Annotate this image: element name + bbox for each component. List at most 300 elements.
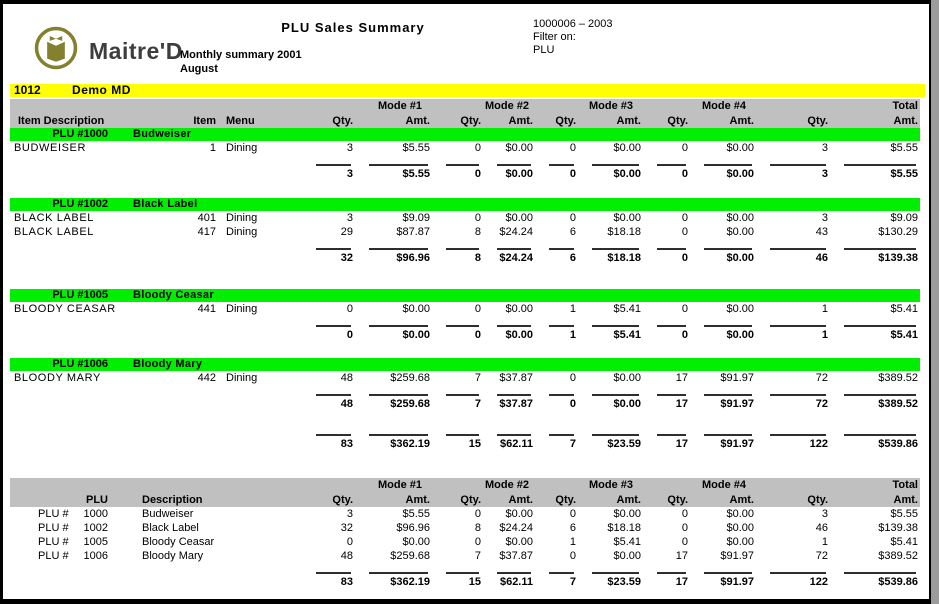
value-cell: $5.55 — [402, 508, 430, 520]
subtotal-cell: $5.55 — [402, 168, 430, 180]
plu-prefix: PLU # — [38, 508, 69, 520]
value-cell: $0.00 — [726, 508, 754, 520]
subtotal-row — [10, 397, 920, 411]
spacer-cell — [10, 342, 920, 358]
spacer-row — [10, 342, 920, 358]
spacer-row — [10, 265, 920, 289]
detail-row — [10, 141, 920, 155]
rule-cell — [643, 563, 690, 575]
plu-number: 1005 — [83, 536, 108, 548]
plu-cell — [10, 521, 110, 535]
value-cell: $18.18 — [607, 522, 641, 534]
value-cell: $96.96 — [396, 522, 430, 534]
summary-total-row — [10, 575, 920, 589]
subtotal-cell: 3 — [346, 168, 353, 180]
rule-cell — [830, 425, 920, 437]
col-item: Item — [168, 113, 218, 128]
subtotal-cell: 0 — [569, 168, 576, 180]
description-cell: Black Label — [142, 522, 199, 534]
value-cell: 0 — [681, 142, 688, 154]
value-cell: 0 — [681, 536, 688, 548]
value-cell: $0.00 — [613, 372, 641, 384]
subtotal-cell: 0 — [681, 168, 688, 180]
summary-row — [10, 535, 920, 549]
blank-cell — [535, 99, 578, 113]
rule-cell — [830, 385, 920, 397]
report-period-line2: August — [180, 63, 218, 75]
plu-number-label: PLU #1005 — [52, 289, 108, 301]
col-qty: Qty. — [756, 113, 830, 128]
rule-cell — [756, 385, 830, 397]
subtotal-cell: 0 — [474, 168, 481, 180]
rule-cell — [535, 316, 578, 328]
col-qty: Qty. — [432, 492, 483, 507]
maitred-logo-icon — [33, 25, 79, 71]
value-cell: 0 — [346, 536, 353, 548]
summary-row — [10, 549, 920, 563]
summary-total-cell: 122 — [809, 576, 828, 588]
rule-cell — [578, 385, 643, 397]
summary-total-cell: 7 — [569, 576, 576, 588]
rule-cell — [302, 563, 355, 575]
plu-section-bar — [10, 358, 920, 371]
subtotal-cell: 0 — [681, 329, 688, 341]
grand-total-row — [10, 437, 920, 451]
value-cell: 1 — [821, 536, 828, 548]
col-qty: Qty. — [643, 113, 690, 128]
detail-row — [10, 371, 920, 385]
subtotal-cell: $24.24 — [499, 252, 533, 264]
totals-rule-row — [10, 563, 920, 575]
rule-cell — [830, 563, 920, 575]
filter-value: PLU — [533, 44, 555, 56]
subtotal-cell: 8 — [474, 252, 481, 264]
value-cell: 3 — [346, 508, 353, 520]
value-cell: $24.24 — [499, 522, 533, 534]
description-cell: Budweiser — [142, 508, 194, 520]
detail-row — [10, 211, 920, 225]
blank-cell — [10, 425, 302, 437]
value-cell: $5.41 — [890, 536, 918, 548]
value-cell: 0 — [681, 508, 688, 520]
blank-cell — [432, 478, 483, 492]
rule-cell — [643, 155, 690, 167]
rule-cell — [830, 239, 920, 251]
value-cell: 43 — [815, 226, 828, 238]
grand-total-cell: $23.59 — [607, 438, 641, 450]
value-cell: $5.55 — [402, 142, 430, 154]
col-amt: Amt. — [483, 492, 535, 507]
col-qty: Qty. — [432, 113, 483, 128]
blank-cell — [10, 563, 302, 575]
subtotal-cell: 7 — [474, 398, 481, 410]
menu-cell: Dining — [226, 303, 258, 315]
subtotal-cell: 72 — [815, 398, 828, 410]
plu-cell — [10, 549, 110, 563]
totals-rule-row — [10, 385, 920, 397]
blank-cell — [302, 99, 355, 113]
value-cell: $37.87 — [499, 372, 533, 384]
item-description-cell: BUDWEISER — [14, 142, 87, 154]
value-cell: 3 — [821, 508, 828, 520]
rule-cell — [643, 239, 690, 251]
value-cell: 0 — [474, 303, 481, 315]
subtotal-cell: 0 — [474, 329, 481, 341]
grand-total-cell: 83 — [340, 438, 353, 450]
totals-rule-row — [10, 239, 920, 251]
summary-total-cell: $62.11 — [499, 576, 533, 588]
report-period — [180, 48, 302, 76]
spacer-cell — [10, 411, 920, 425]
value-cell: $18.18 — [607, 226, 641, 238]
brand-name: Maitre'D — [89, 38, 183, 64]
summary-total-cell: $23.59 — [607, 576, 641, 588]
item-description-cell: BLOODY CEASAR — [14, 303, 116, 315]
item-number-cell: 441 — [197, 303, 216, 315]
col-plu: PLU — [10, 492, 110, 507]
totals-rule-row — [10, 155, 920, 167]
col-amt: Amt. — [578, 113, 643, 128]
blank-cell — [302, 478, 355, 492]
detail-row — [10, 302, 920, 316]
item-number-cell: 401 — [197, 212, 216, 224]
value-cell: $0.00 — [402, 303, 430, 315]
value-cell: $91.97 — [720, 372, 754, 384]
plu-cell — [10, 507, 110, 521]
rule-cell — [483, 316, 535, 328]
rule-cell — [302, 239, 355, 251]
rule-cell — [643, 425, 690, 437]
value-cell: $0.00 — [505, 142, 533, 154]
subtotal-cell: 0 — [346, 329, 353, 341]
subtotal-cell: $96.96 — [396, 252, 430, 264]
value-cell: $9.09 — [890, 212, 918, 224]
summary-column-header-row — [10, 492, 920, 507]
value-cell: $0.00 — [726, 226, 754, 238]
plu-number: 1006 — [83, 550, 108, 562]
spacer-row — [10, 411, 920, 425]
rule-cell — [355, 385, 432, 397]
value-cell: $0.00 — [613, 142, 641, 154]
plu-section-cell — [10, 289, 920, 302]
plu-section-bar — [10, 289, 920, 302]
value-cell: 32 — [340, 522, 353, 534]
blank-cell — [10, 437, 302, 451]
subtotal-cell: 48 — [340, 398, 353, 410]
plu-name-label: Black Label — [133, 198, 198, 210]
rule-cell — [535, 155, 578, 167]
summary-total-cell: $91.97 — [720, 576, 754, 588]
item-description-cell: BLOODY MARY — [14, 372, 101, 384]
value-cell: 17 — [675, 372, 688, 384]
item-description-cell: BLACK LABEL — [14, 212, 94, 224]
rule-cell — [483, 563, 535, 575]
rule-cell — [432, 425, 483, 437]
rule-cell — [302, 385, 355, 397]
blank-cell — [756, 99, 830, 113]
col-qty: Qty. — [756, 492, 830, 507]
value-cell: $0.00 — [726, 536, 754, 548]
rule-cell — [830, 155, 920, 167]
value-cell: 0 — [681, 522, 688, 534]
plu-prefix: PLU # — [38, 536, 69, 548]
col-qty: Qty. — [302, 113, 355, 128]
value-cell: 0 — [569, 550, 576, 562]
value-cell: 7 — [474, 550, 481, 562]
plu-section-cell — [10, 128, 920, 141]
plu-number-label: PLU #1006 — [52, 358, 108, 370]
subtotal-cell: $0.00 — [613, 398, 641, 410]
value-cell: $0.00 — [726, 212, 754, 224]
summary-row — [10, 521, 920, 535]
subtotal-cell: 17 — [675, 398, 688, 410]
grand-total-cell: 7 — [569, 438, 576, 450]
rule-cell — [302, 155, 355, 167]
rule-cell — [355, 563, 432, 575]
value-cell: $0.00 — [726, 522, 754, 534]
value-cell: $0.00 — [613, 508, 641, 520]
mode-header-cell: Mode #2 — [483, 99, 535, 113]
value-cell: $0.00 — [505, 303, 533, 315]
rule-cell — [483, 239, 535, 251]
value-cell: $24.24 — [499, 226, 533, 238]
subtotal-cell: $0.00 — [402, 329, 430, 341]
summary-total-cell: $539.86 — [878, 576, 918, 588]
col-amt: Amt. — [483, 113, 535, 128]
col-menu: Menu — [218, 113, 302, 128]
value-cell: $5.55 — [890, 142, 918, 154]
rule-cell — [355, 239, 432, 251]
subtotal-cell: 0 — [681, 252, 688, 264]
totals-rule-row — [10, 425, 920, 437]
subtotal-cell: 32 — [340, 252, 353, 264]
value-cell: $0.00 — [726, 142, 754, 154]
value-cell: $139.38 — [878, 522, 918, 534]
value-cell: 0 — [569, 212, 576, 224]
value-cell: 1 — [569, 536, 576, 548]
col-amt: Amt. — [690, 492, 756, 507]
mode-header-cell: Mode #4 — [690, 478, 756, 492]
subtotal-cell: $91.97 — [720, 398, 754, 410]
blank-cell — [643, 478, 690, 492]
blank-cell — [10, 328, 302, 342]
rule-cell — [355, 155, 432, 167]
blank-cell — [10, 167, 302, 181]
value-cell: 1 — [569, 303, 576, 315]
rule-cell — [690, 316, 756, 328]
subtotal-cell: 0 — [569, 398, 576, 410]
grand-total-cell: $362.19 — [390, 438, 430, 450]
subtotal-cell: $139.38 — [878, 252, 918, 264]
value-cell: $0.00 — [613, 550, 641, 562]
summary-total-cell: 15 — [468, 576, 481, 588]
plu-number-label: PLU #1002 — [52, 198, 108, 210]
rule-cell — [756, 316, 830, 328]
value-cell: $37.87 — [499, 550, 533, 562]
rule-cell — [355, 425, 432, 437]
value-cell: $91.97 — [720, 550, 754, 562]
value-cell: $5.41 — [613, 536, 641, 548]
grand-total-cell: 17 — [675, 438, 688, 450]
rule-cell — [535, 425, 578, 437]
subtotal-cell: $0.00 — [505, 329, 533, 341]
rule-cell — [578, 563, 643, 575]
summary-total-cell: $362.19 — [390, 576, 430, 588]
detail-row — [10, 225, 920, 239]
value-cell: $9.09 — [402, 212, 430, 224]
blank-cell — [432, 99, 483, 113]
mode-header-cell: Mode #4 — [690, 99, 756, 113]
rule-cell — [432, 155, 483, 167]
mode-header-cell: Mode #3 — [578, 478, 643, 492]
rule-cell — [690, 563, 756, 575]
grand-total-cell: $91.97 — [720, 438, 754, 450]
description-cell: Bloody Ceasar — [142, 536, 215, 548]
rule-cell — [535, 385, 578, 397]
value-cell: 0 — [681, 226, 688, 238]
col-qty: Qty. — [535, 492, 578, 507]
subtotal-cell: 6 — [569, 252, 576, 264]
blank-cell — [10, 239, 302, 251]
plu-prefix: PLU # — [38, 550, 69, 562]
value-cell: $259.68 — [390, 550, 430, 562]
item-description-cell: BLACK LABEL — [14, 226, 94, 238]
plu-name-label: Budweiser — [133, 128, 192, 140]
plu-section-bar — [10, 198, 920, 211]
mode-header-cell: Total — [830, 99, 920, 113]
mode-header-cell: Mode #3 — [578, 99, 643, 113]
rule-cell — [535, 563, 578, 575]
mode-header-cell: Mode #1 — [355, 99, 432, 113]
value-cell: $0.00 — [613, 212, 641, 224]
value-cell: $87.87 — [396, 226, 430, 238]
blank-cell — [10, 251, 302, 265]
rule-cell — [578, 239, 643, 251]
rule-cell — [432, 563, 483, 575]
column-header-row — [10, 113, 920, 128]
report-title: PLU Sales Summary — [281, 20, 425, 35]
spacer-cell — [10, 181, 920, 198]
value-cell: 7 — [474, 372, 481, 384]
col-amt: Amt. — [355, 113, 432, 128]
plu-section-cell — [10, 198, 920, 211]
rule-cell — [690, 425, 756, 437]
grand-total-cell: 15 — [468, 438, 481, 450]
summary-row — [10, 507, 920, 521]
blank-cell — [10, 478, 302, 492]
plu-name-label: Bloody Mary — [133, 358, 203, 370]
grand-total-cell: $539.86 — [878, 438, 918, 450]
blank-cell — [756, 478, 830, 492]
value-cell: 48 — [340, 550, 353, 562]
blank-cell — [643, 99, 690, 113]
blank-cell — [10, 316, 302, 328]
subtotal-cell: $5.41 — [890, 329, 918, 341]
value-cell: $0.00 — [402, 536, 430, 548]
rule-cell — [578, 425, 643, 437]
col-qty: Qty. — [302, 492, 355, 507]
subtotal-cell: $0.00 — [505, 168, 533, 180]
col-amt: Amt. — [355, 492, 432, 507]
subtotal-cell: $5.55 — [890, 168, 918, 180]
col-amt: Amt. — [578, 492, 643, 507]
totals-rule-row — [10, 316, 920, 328]
col-qty: Qty. — [643, 492, 690, 507]
value-cell: $0.00 — [505, 508, 533, 520]
subtotal-row — [10, 167, 920, 181]
plu-number-label: PLU #1000 — [52, 128, 108, 140]
rule-cell — [535, 239, 578, 251]
summary-total-cell: 17 — [675, 576, 688, 588]
item-number-cell: 1 — [209, 142, 216, 154]
value-cell: 48 — [340, 372, 353, 384]
value-cell: 3 — [346, 142, 353, 154]
value-cell: $389.52 — [878, 550, 918, 562]
menu-cell: Dining — [226, 226, 258, 238]
mode-header-cell: Total — [830, 478, 920, 492]
subtotal-cell: $0.00 — [726, 329, 754, 341]
blank-cell — [10, 397, 302, 411]
value-cell: $0.00 — [726, 303, 754, 315]
rule-cell — [756, 239, 830, 251]
subtotal-cell: $259.68 — [390, 398, 430, 410]
value-cell: $130.29 — [878, 226, 918, 238]
value-cell: 3 — [346, 212, 353, 224]
menu-cell: Dining — [226, 372, 258, 384]
value-cell: 0 — [681, 303, 688, 315]
col-description: Description — [110, 492, 302, 507]
rule-cell — [355, 316, 432, 328]
grand-total-cell: $62.11 — [499, 438, 533, 450]
rule-cell — [578, 316, 643, 328]
rule-cell — [432, 316, 483, 328]
rule-cell — [432, 385, 483, 397]
value-cell: 0 — [474, 508, 481, 520]
plu-section-cell — [10, 358, 920, 371]
value-cell: 17 — [675, 550, 688, 562]
rule-cell — [690, 385, 756, 397]
value-cell: 3 — [821, 212, 828, 224]
subtotal-cell: $5.41 — [613, 329, 641, 341]
item-number-cell: 442 — [197, 372, 216, 384]
subtotal-cell: 3 — [821, 168, 828, 180]
subtotal-cell: $0.00 — [613, 168, 641, 180]
rule-cell — [756, 563, 830, 575]
value-cell: $259.68 — [390, 372, 430, 384]
plu-section-bar — [10, 128, 920, 141]
blank-cell — [10, 385, 302, 397]
subtotal-cell: $0.00 — [726, 252, 754, 264]
description-cell: Bloody Mary — [142, 550, 204, 562]
value-cell: 8 — [474, 522, 481, 534]
mode-header-cell: Mode #1 — [355, 478, 432, 492]
subtotal-cell: $0.00 — [726, 168, 754, 180]
value-cell: 0 — [474, 536, 481, 548]
rule-cell — [756, 155, 830, 167]
location-name: Demo MD — [72, 83, 131, 97]
value-cell: 1 — [821, 303, 828, 315]
col-qty: Qty. — [535, 113, 578, 128]
value-cell: 8 — [474, 226, 481, 238]
rule-cell — [690, 155, 756, 167]
subtotal-row — [10, 328, 920, 342]
value-cell: $5.41 — [890, 303, 918, 315]
value-cell: 6 — [569, 226, 576, 238]
col-item-description: Item Description — [10, 113, 168, 128]
value-cell: 3 — [821, 142, 828, 154]
menu-cell: Dining — [226, 142, 258, 154]
rule-cell — [483, 385, 535, 397]
